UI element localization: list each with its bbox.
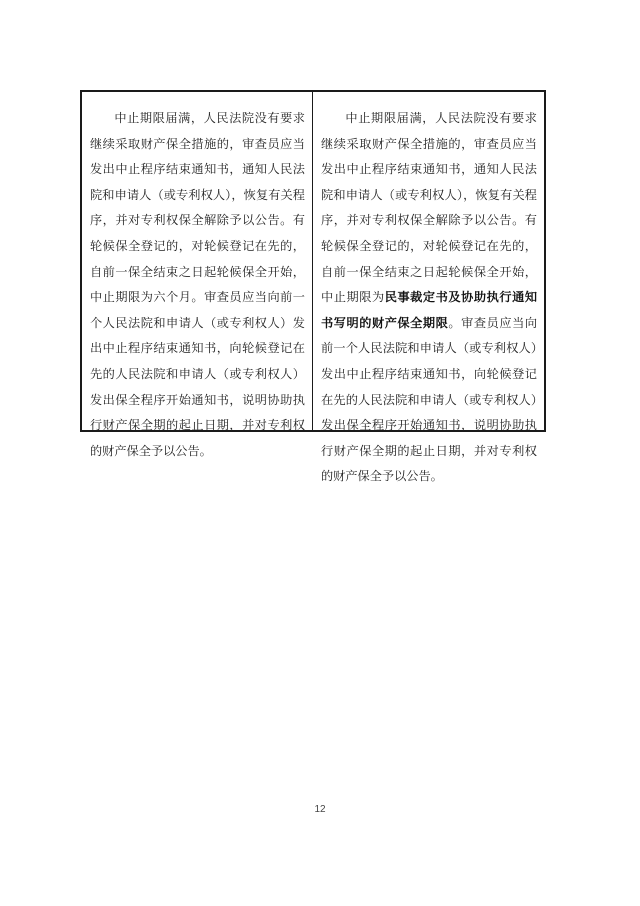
revised-paragraph [321, 106, 537, 490]
revised-text-column [313, 92, 544, 484]
original-paragraph: 中止期限届满，人民法院没有要求继续采取财产保全措施的，审查员应当发出中止程序结束通知书，通知人民法院和申请人（或专利权人），恢复有关程序，并对专利权保全解除予以公告。有轮候保全登记的，对轮候登记在先的，自前一保全结束之日起轮候保全开始，中止期限为六个月。审查员应当向前一个人民法院和申请人（或专利权人）发出中止程序结束通知书，向轮候登记在先的人民法院和申请人（或专利权人）发出保全程序开始通知书，说明协助执行财产保全期的起止日期，并对专利权的财产保全予以公告。 [90, 111, 305, 458]
revised-emphasis: 民事裁定书及协助执行通知书写明的财产保全期限 [321, 290, 538, 330]
original-text-column [82, 92, 313, 458]
revised-text-before: 中止期限届满，人民法院没有要求继续采取财产保全措施的，审查员应当发出中止程序结束通知书，通知人民法院和申请人（或专利权人），恢复有关程序，并对专利权保全解除予以公告。有轮候保全登记的，对轮候登记在先的，自前一保全结束之日起轮候保全开始，中止期限为 [321, 111, 537, 305]
page-number: 12 [314, 804, 326, 815]
comparison-table [80, 90, 546, 484]
revised-text-after: 。审查员应当向前一个人民法院和申请人（或专利权人）发出中止程序结束通知书，向轮候登记在先的人民法院和申请人（或专利权人）发出保全程序开始通知书，说明协助执行财产保全期的起止日期，并对专利权的财产保全予以公告。 [321, 315, 538, 484]
